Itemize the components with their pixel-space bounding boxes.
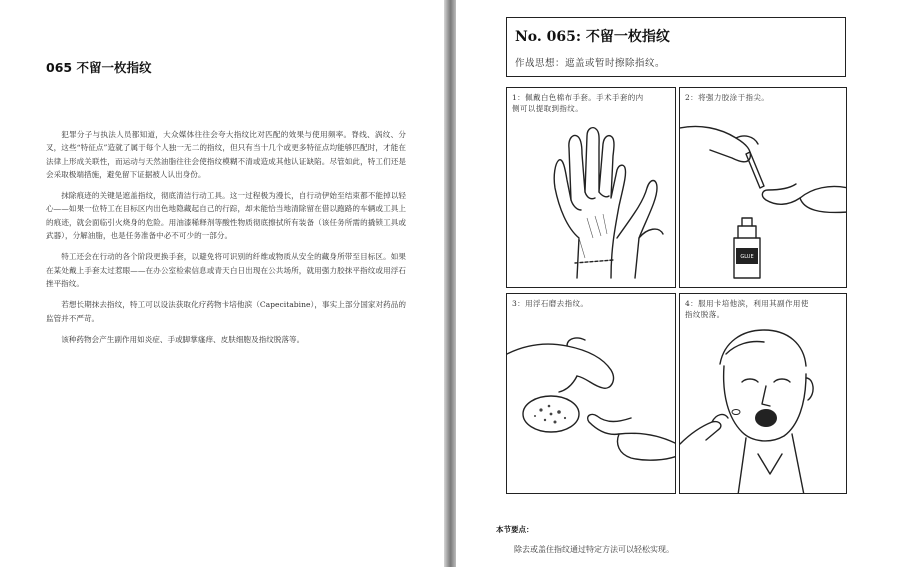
paragraph: 抹除痕迹的关键是遮盖指纹，彻底清洁行动工具。这一过程极为漫长，自行动伊始至结束都不能掉以轻心——如果一位特工在目标区内出色地隐藏起自己的行踪，却未能恰当地清除留在借以跑路的车辆或工具上的痕迹，就会面临引火烧身的危险。用油漆稀释剂等酸性物质彻底擦拭所有装备（该任务所需的撬锁工具或武器），分解油脂，也是任务准备中必不可少的一部分。 xyxy=(46,191,406,241)
panel-capecitabine xyxy=(679,293,847,494)
paragraph: 该种药物会产生副作用如炎症、手或脚掌瘙痒、皮肤细胞及指纹脱落等。 xyxy=(61,334,305,344)
panel-pumice xyxy=(506,293,676,494)
caption-line: 1：佩戴白色棉布手套。手术手套的内 xyxy=(512,93,644,102)
body-text xyxy=(46,128,406,354)
paragraph: 若想长期抹去指纹，特工可以设法获取化疗药物卡培他滨（Capecitabine），事实上部分国家对药品的监管并不严苛。 xyxy=(46,300,406,323)
paragraph: 犯罪分子与执法人员都知道，大众媒体往往会夸大指纹比对匹配的效果与使用频率。脊线、涡纹、分叉，这些“特征点”造就了属于每个人独一无二的指纹，但只有当十几个或更多特征点均能够匹配时，才能在法律上形成关联性，而运动与天然油脂往往会使指纹模糊不清或造成其他认证缺陷。尽管如此，特工们还是会采取极端措施，避免留下证据被人认出身份。 xyxy=(46,130,406,179)
operation-concept: 作战思想：遮盖或暂时擦除指纹。 xyxy=(515,58,666,69)
panel-glue xyxy=(679,87,847,288)
book-gutter xyxy=(444,0,456,567)
caption-line: 3：用浮石磨去指纹。 xyxy=(512,299,589,308)
panel-caption xyxy=(512,92,644,114)
pumice-illustration xyxy=(507,294,676,494)
right-page xyxy=(456,0,900,567)
left-page xyxy=(0,0,444,567)
chapter-title: 065 不留一枚指纹 xyxy=(46,60,152,75)
key-points-heading: 本节要点： xyxy=(496,525,534,534)
svg-text:GLUE: GLUE xyxy=(740,254,754,260)
caption-line: 2：将强力胶涂于指尖。 xyxy=(685,93,770,102)
illustration-header-box xyxy=(506,17,846,77)
paragraph: 特工还会在行动的各个阶段更换手套，以避免将可识别的纤维或物质从安全的藏身所带至目标区。如果在某处戴上手套太过惹眼——在办公室检索信息或青天白日出现在公共场所，就用强力胶抹平指纹或用浮石挫平指纹。 xyxy=(46,252,406,288)
key-points-text: 除去或盖住指纹通过特定方法可以轻松实现。 xyxy=(514,545,674,554)
caption-line: 侧可以提取到指纹。 xyxy=(512,104,584,113)
caption-line: 4：服用卡培他滨，利用其副作用使 xyxy=(685,299,809,308)
panel-gloves xyxy=(506,87,676,288)
panel-caption xyxy=(512,298,588,309)
panel-caption xyxy=(685,92,769,103)
man-taking-pill-illustration xyxy=(680,294,847,494)
illustration-title: No. 065: 不留一枚指纹 xyxy=(515,29,670,45)
glue-illustration xyxy=(680,88,847,288)
caption-line: 指纹脱落。 xyxy=(685,310,725,319)
glove-illustration xyxy=(507,88,676,288)
panel-caption xyxy=(685,298,809,320)
